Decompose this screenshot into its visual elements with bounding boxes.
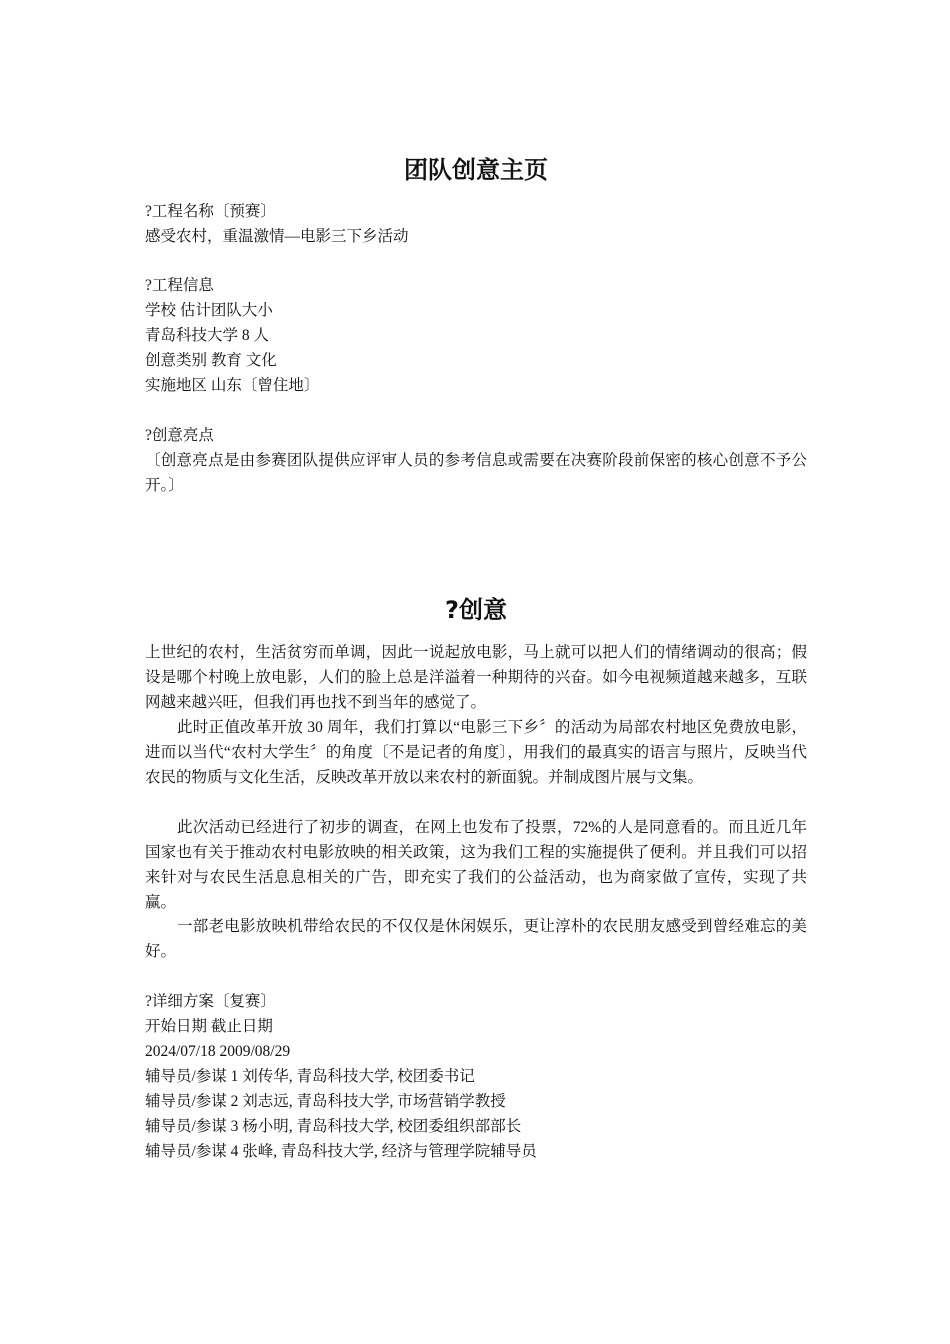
plan-dates: 2024/07/18 2009/08/29 [145, 1043, 291, 1060]
project-info-line: 学校 估计团队大小 [145, 302, 273, 319]
advisor-line: 辅导员/参谋 4 张峰, 青岛科技大学, 经济与管理学院辅导员 [145, 1143, 537, 1160]
highlights-heading: ?创意亮点 [145, 427, 214, 444]
project-name-value: 感受农村，重温激情—电影三下乡活动 [145, 228, 409, 245]
project-name-heading: ?工程名称〔预赛〕 [145, 203, 276, 220]
idea-heading: ?创意 [445, 596, 507, 624]
advisor-line: 辅导员/参谋 2 刘志远, 青岛科技大学, 市场营销学教授 [145, 1093, 506, 1110]
project-info-line: 实施地区 山东〔曾住地〕 [145, 377, 320, 394]
project-info-heading: ?工程信息 [145, 277, 214, 294]
advisor-line: 辅导员/参谋 1 刘传华, 青岛科技大学, 校团委书记 [145, 1068, 475, 1085]
highlights-text: 〔创意亮点是由参赛团队提供应评审人员的参考信息或需要在决赛阶段前保密的核心创意不予公开。〕 [145, 452, 807, 494]
idea-paragraph: 此时正值改革开放 30 周年，我们打算以“电影三下乡〞的活动为局部农村地区免费放电影，进而以当代“农村大学生〞的角度〔不是记者的角度〕，用我们的最真实的语言与照片，反映当代农民的物质与文化生活，反映改革开放以来农村的新面貌。并制成图片展与文集。 [145, 719, 807, 786]
idea-paragraph: 此次活动已经进行了初步的调查，在网上也发布了投票，72%的人是同意看的。而且近几年国家也有关于推动农村电影放映的相关政策，这为我们工程的实施提供了便利。并且我们可以招来针对与农民生活息息相关的广告，即充实了我们的公益活动，也为商家做了宣传，实现了共赢。 [145, 819, 807, 911]
page-title: 团队创意主页 [404, 156, 548, 184]
idea-paragraph: 一部老电影放映机带给农民的不仅仅是休闲娱乐，更让淳朴的农民朋友感受到曾经难忘的美好。 [145, 918, 807, 960]
advisor-line: 辅导员/参谋 3 杨小明, 青岛科技大学, 校团委组织部部长 [145, 1118, 522, 1135]
idea-paragraph: 上世纪的农村，生活贫穷而单调，因此一说起放电影，马上就可以把人们的情绪调动的很高；假设是哪个村晚上放电影，人们的脸上总是洋溢着一种期待的兴奋。如今电视频道越来越多，互联网越来越兴旺，但我们再也找不到当年的感觉了。 [145, 644, 807, 711]
plan-date-header: 开始日期 截止日期 [145, 1018, 273, 1035]
project-info-line: 创意类别 教育 文化 [145, 352, 277, 369]
project-info-line: 青岛科技大学 8 人 [145, 327, 270, 344]
plan-heading: ?详细方案〔复赛〕 [145, 993, 276, 1010]
